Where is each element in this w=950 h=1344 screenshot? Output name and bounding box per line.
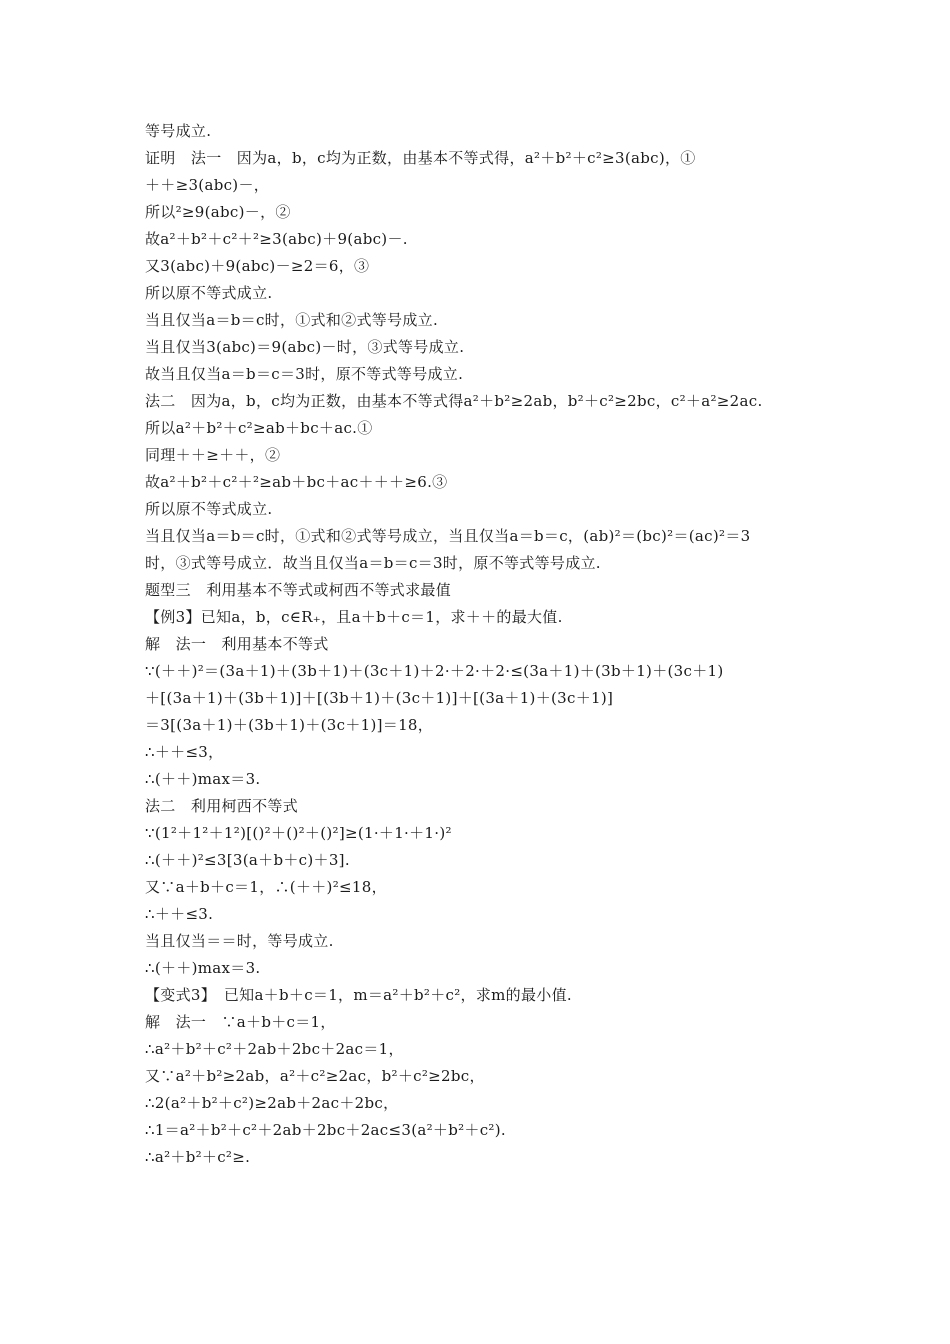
text-line: 当且仅当a＝b＝c时，①式和②式等号成立. [145,311,439,329]
document-body [145,118,835,1171]
text-line: 所以原不等式成立. [145,284,273,302]
text-line: 当且仅当a＝b＝c时，①式和②式等号成立，当且仅当a＝b＝c，(ab)²＝(bc)²＝(ac)²＝3 [145,527,751,545]
text-line: 同理＋＋≥＋＋，② [145,446,281,464]
text-line: ∴a²＋b²＋c²＋2ab＋2bc＋2ac＝1， [145,1040,404,1058]
text-line: 【例3】已知a，b，c∈R₊，且a＋b＋c＝1，求＋＋的最大值. [145,608,563,626]
text-line: 证明 法一 因为a，b，c均为正数，由基本不等式得，a²＋b²＋c²≥3(abc)，① [145,149,696,167]
text-line: ∴＋＋≤3， [145,743,224,761]
text-line: ∴＋＋≤3. [145,905,214,923]
text-line: ＝3[(3a＋1)＋(3b＋1)＋(3c＋1)]＝18， [145,716,434,734]
text-line: ∴(＋＋)max＝3. [145,959,261,977]
text-line: ∵(1²＋1²＋1²)[()²＋()²＋()²]≥(1·＋1·＋1·)² [145,824,452,842]
text-line: ∴1＝a²＋b²＋c²＋2ab＋2bc＋2ac≤3(a²＋b²＋c²). [145,1121,506,1139]
text-line: ∴2(a²＋b²＋c²)≥2ab＋2ac＋2bc， [145,1094,399,1112]
text-line: 故a²＋b²＋c²＋²≥ab＋bc＋ac＋＋＋≥6.③ [145,473,448,491]
text-line: 法二 利用柯西不等式 [145,797,299,815]
text-line: ∵(＋＋)²＝(3a＋1)＋(3b＋1)＋(3c＋1)＋2·＋2·＋2·≤(3a＋1)＋(3b＋1)＋(3c＋1) [145,662,724,680]
text-line: 【变式3】 已知a＋b＋c＝1，m＝a²＋b²＋c²，求m的最小值. [145,986,572,1004]
text-line: 等号成立. [145,122,212,140]
section-heading: 题型三 利用基本不等式或柯西不等式求最值 [145,581,452,599]
text-line: 当且仅当＝＝时，等号成立. [145,932,334,950]
text-line: 又∵a²＋b²≥2ab，a²＋c²≥2ac，b²＋c²≥2bc， [145,1067,485,1085]
text-line: 法二 因为a，b，c均为正数，由基本不等式得a²＋b²≥2ab，b²＋c²≥2bc，c²＋a²≥2ac. [145,392,763,410]
text-line: 又3(abc)＋9(abc)－≥2＝6，③ [145,257,370,275]
text-line: ＋＋≥3(abc)－， [145,176,270,194]
text-line: ＋[(3a＋1)＋(3b＋1)]＋[(3b＋1)＋(3c＋1)]＋[(3a＋1)＋(3c＋1)] [145,689,614,707]
text-line: 解 法一 利用基本不等式 [145,635,329,653]
text-line: 时，③式等号成立．故当且仅当a＝b＝c＝3时，原不等式等号成立. [145,554,601,572]
text-line: 故a²＋b²＋c²＋²≥3(abc)＋9(abc)－. [145,230,408,248]
text-line: ∴(＋＋)²≤3[3(a＋b＋c)＋3]. [145,851,350,869]
text-line: 又∵a＋b＋c＝1，∴(＋＋)²≤18， [145,878,387,896]
text-line: 故当且仅当a＝b＝c＝3时，原不等式等号成立. [145,365,464,383]
text-line: 所以²≥9(abc)－，② [145,203,291,221]
text-line: 所以a²＋b²＋c²≥ab＋bc＋ac.① [145,419,373,437]
text-line: ∴(＋＋)max＝3. [145,770,261,788]
text-line: 解 法一 ∵a＋b＋c＝1， [145,1013,336,1031]
text-line: 当且仅当3(abc)＝9(abc)－时，③式等号成立. [145,338,465,356]
text-line: 所以原不等式成立. [145,500,273,518]
text-line: ∴a²＋b²＋c²≥. [145,1148,251,1166]
